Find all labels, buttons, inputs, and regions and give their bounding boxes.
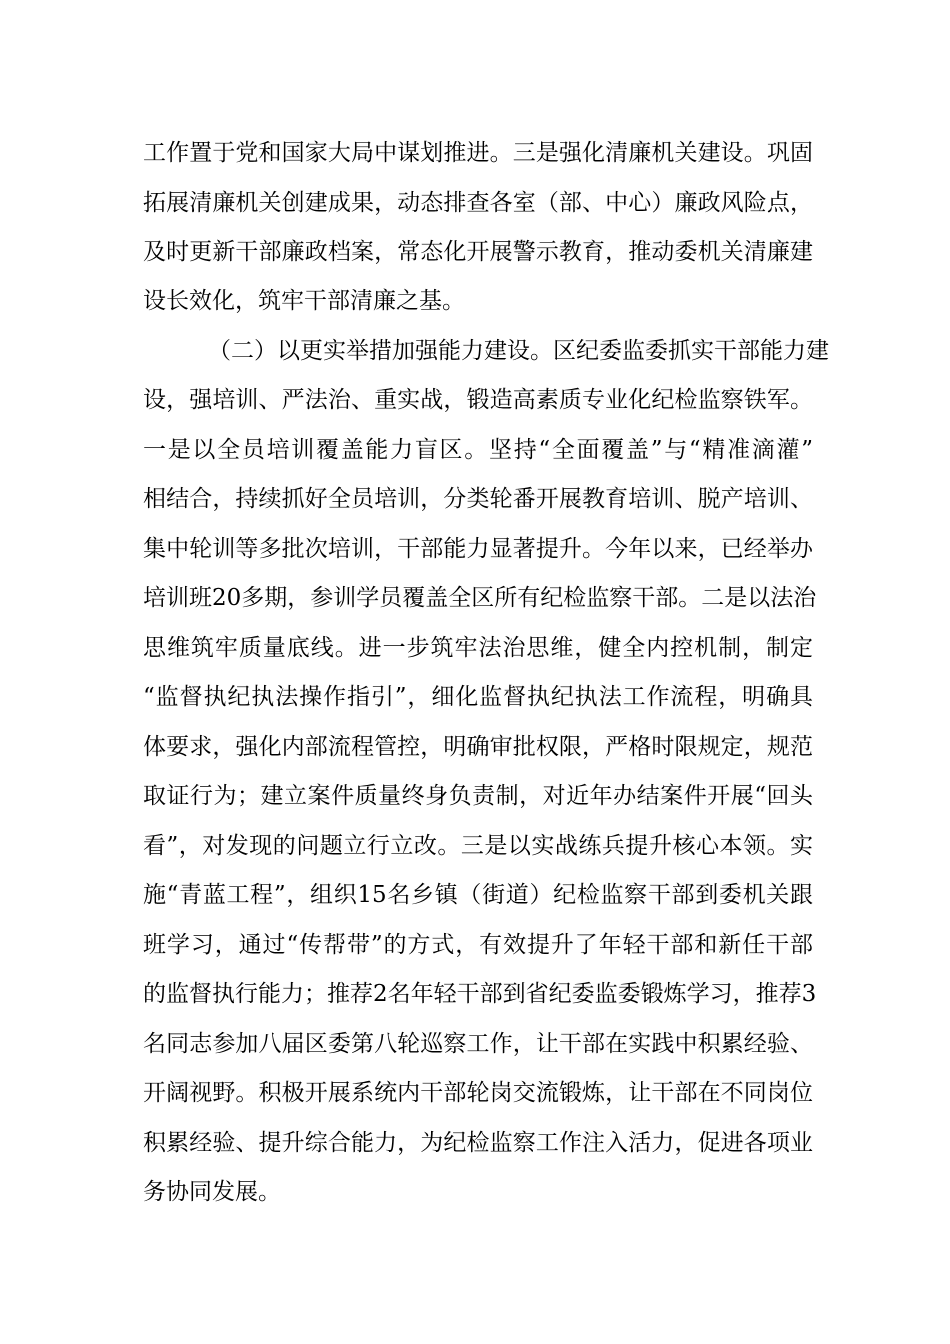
paragraph-2-line-6: 培训班20多期，参训学员覆盖全区所有纪检监察干部。二是以法治 bbox=[143, 585, 817, 611]
paragraph-2-line-18: 务协同发展。 bbox=[143, 1179, 281, 1205]
paragraph-2-line-4: 相结合，持续抓好全员培训，分类轮番开展教育培训、脱产培训、 bbox=[143, 486, 813, 512]
paragraph-2-line-12: 施“青蓝工程”，组织15名乡镇（街道）纪检监察干部到委机关跟 bbox=[143, 882, 813, 908]
paragraph-2-line-15: 名同志参加八届区委第八轮巡察工作，让干部在实践中积累经验、 bbox=[143, 1031, 813, 1057]
paragraph-2-line-5: 集中轮训等多批次培训，干部能力显著提升。今年以来，已经举办 bbox=[143, 536, 813, 562]
paragraph-2-line-9: 体要求，强化内部流程管控，明确审批权限，严格时限规定，规范 bbox=[143, 734, 813, 760]
paragraph-2-line-10: 取证行为；建立案件质量终身负责制，对近年办结案件开展“回头 bbox=[143, 783, 813, 809]
paragraph-2-line-1: （二）以更实举措加强能力建设。区纪委监委抓实干部能力建 bbox=[208, 338, 829, 364]
paragraph-1-line-4: 设长效化，筑牢干部清廉之基。 bbox=[143, 288, 465, 314]
paragraph-2-line-13: 班学习，通过“传帮带”的方式，有效提升了年轻干部和新任干部 bbox=[143, 932, 813, 958]
paragraph-1-line-1: 工作置于党和国家大局中谋划推进。三是强化清廉机关建设。巩固 bbox=[143, 140, 813, 166]
paragraph-2-line-11: 看”，对发现的问题立行立改。三是以实战练兵提升核心本领。实 bbox=[143, 833, 813, 859]
paragraph-1-line-3: 及时更新干部廉政档案，常态化开展警示教育，推动委机关清廉建 bbox=[143, 239, 813, 265]
paragraph-2-line-17: 积累经验、提升综合能力，为纪检监察工作注入活力，促进各项业 bbox=[143, 1130, 813, 1156]
paragraph-2-line-3: 一是以全员培训覆盖能力盲区。坚持“全面覆盖”与“精准滴灌” bbox=[143, 437, 813, 463]
paragraph-2-line-16: 开阔视野。积极开展系统内干部轮岗交流锻炼，让干部在不同岗位 bbox=[143, 1080, 813, 1106]
paragraph-2-line-14: 的监督执行能力；推荐2名年轻干部到省纪委监委锻炼学习，推荐3 bbox=[143, 981, 817, 1007]
paragraph-2-line-2: 设，强培训、严法治、重实战，锻造高素质专业化纪检监察铁军。 bbox=[143, 387, 813, 413]
paragraph-2-line-8: “监督执纪执法操作指引”，细化监督执纪执法工作流程，明确具 bbox=[143, 684, 813, 710]
paragraph-1-line-2: 拓展清廉机关创建成果，动态排查各室（部、中心）廉政风险点， bbox=[143, 190, 813, 216]
paragraph-2-line-7: 思维筑牢质量底线。进一步筑牢法治思维，健全内控机制，制定 bbox=[143, 635, 813, 661]
